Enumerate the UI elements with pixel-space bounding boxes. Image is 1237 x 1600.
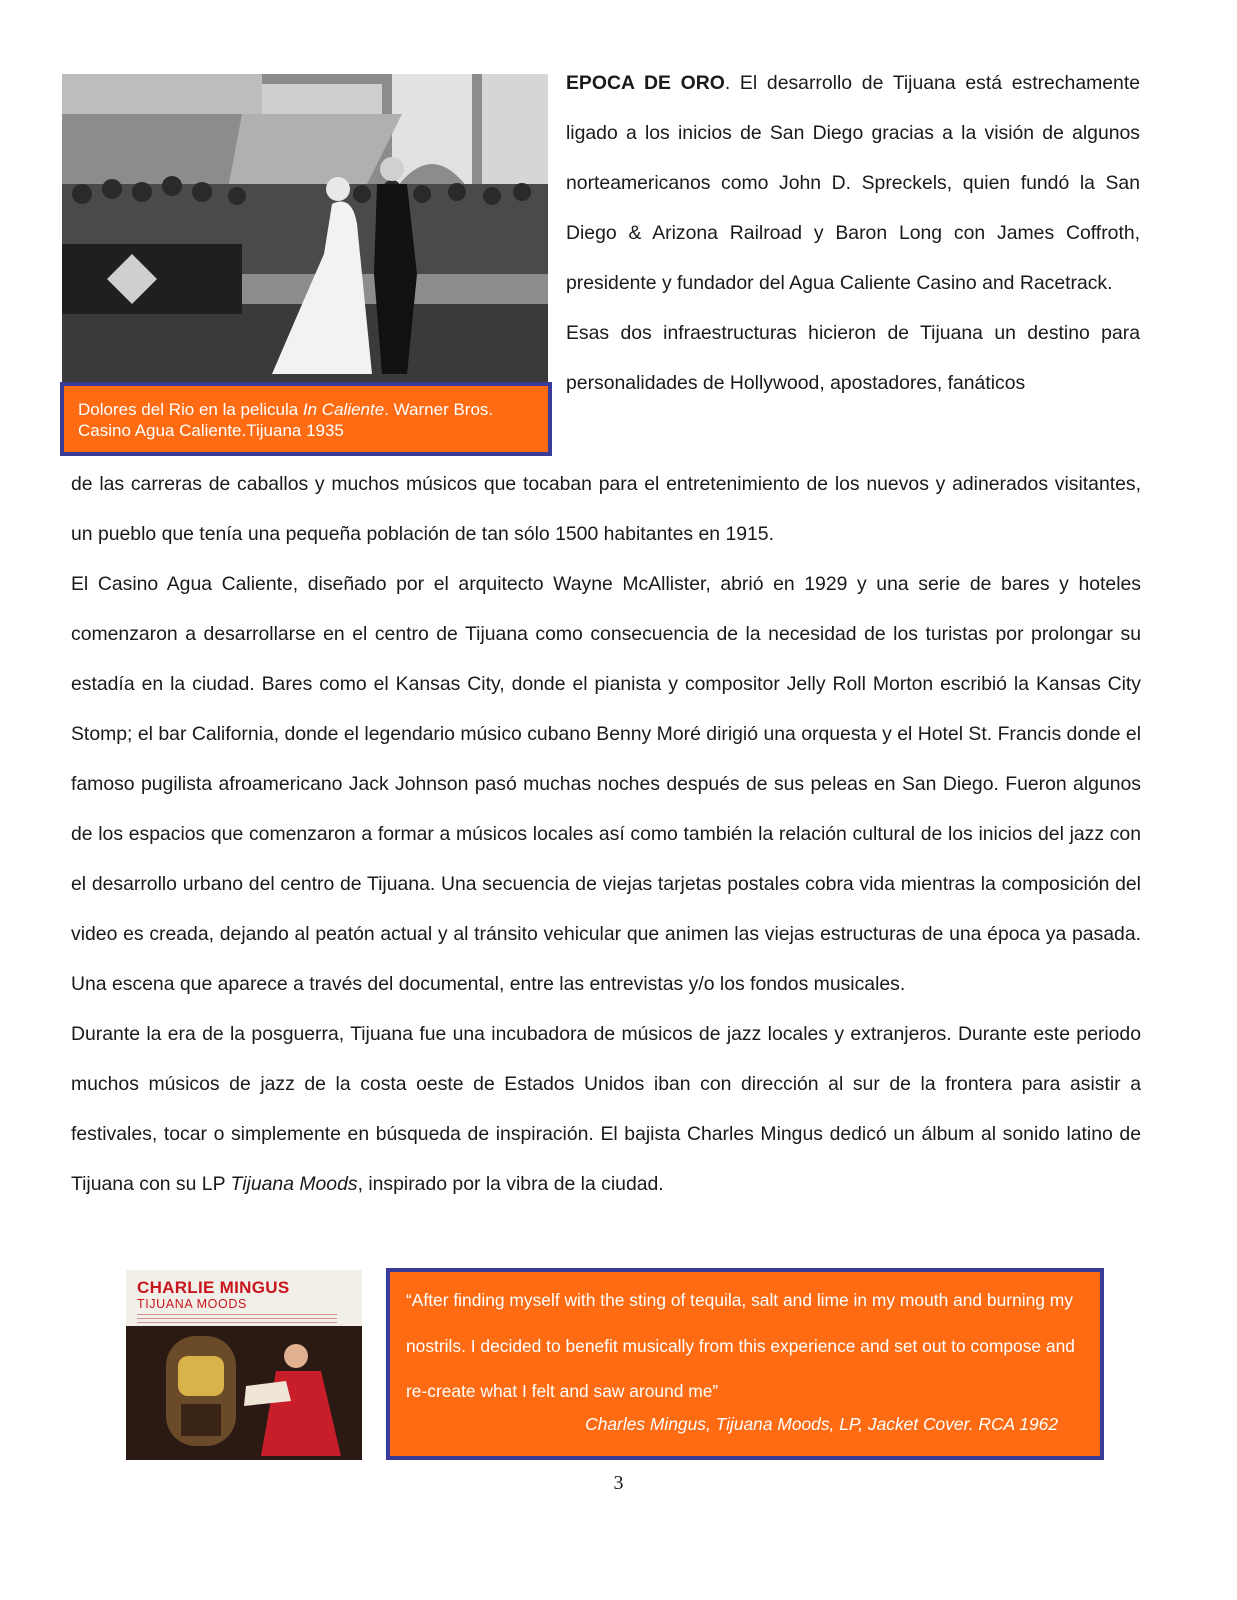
album-artist: CHARLIE MINGUS	[137, 1278, 290, 1297]
caption-film-title: In Caliente	[302, 400, 385, 419]
album-title-inline: Tijuana Moods	[230, 1173, 358, 1195]
mingus-quote-box	[386, 1268, 1104, 1460]
paragraph-2-end: de las carreras de caballos y muchos músicos que tocaban para el entretenimiento de los nuevos y adinerados visitantes, un pueblo que tenía una pequeña población de tan sólo 1500 habitantes en 1915.	[71, 473, 1141, 545]
section-heading: EPOCA DE ORO	[566, 72, 725, 94]
page-number: 3	[613, 1472, 624, 1494]
intro-text-column	[566, 58, 1140, 408]
paragraph-4	[71, 1009, 1141, 1209]
paragraph-2-start: Esas dos infraestructuras hicieron de Tijuana un destino para personalidades de Hollywood, apostadores, fanáticos	[566, 322, 1140, 394]
quote-citation: Charles Mingus, Tijuana Moods, LP, Jacket Cover. RCA 1962	[585, 1414, 1058, 1434]
dolores-del-rio-photo	[62, 74, 548, 386]
album-name: TIJUANA MOODS	[137, 1297, 247, 1311]
photo-scene-graphic	[62, 74, 548, 386]
paragraph-epoca-de-oro	[566, 58, 1140, 308]
paragraph-1-text: . El desarrollo de Tijuana está estrechamente ligado a los inicios de San Diego gracias a la visión de algunos norteamericanos como John D. Spreckels, quien fundó la San Diego & Arizona Railroad y Baron Long con James Coffroth, presidente y fundador del Agua Caliente Casino and Racetrack.	[566, 72, 1140, 294]
tijuana-moods-album-cover	[126, 1270, 362, 1460]
paragraph-3: El Casino Agua Caliente, diseñado por el arquitecto Wayne McAllister, abrió en 1929 y una serie de bares y hoteles comenzaron a desarrollarse en el centro de Tijuana como consecuencia de la necesidad de los turistas por prolongar su estadía en la ciudad. Bares como el Kansas City, donde el pianista y compositor Jelly Roll Morton escribió la Kansas City Stomp; el bar California, donde el legendario músico cubano Benny Moré dirigió una orquesta y el Hotel St. Francis donde el famoso pugilista afroamericano Jack Johnson pasó muchas noches después de sus peleas en San Diego. Fueron algunos de los espacios que comenzaron a formar a músicos locales así como también la relación cultural de los inicios del jazz con el desarrollo urbano del centro de Tijuana. Una secuencia de viejas tarjetas postales cobra vida mientras la composición del video es creada, dejando al peatón actual y al tránsito vehicular que animen las viejas estructuras de una época ya pasada. Una escena que aparece a través del documental, entre las entrevistas y/o los fondos musicales.	[71, 573, 1141, 995]
album-jukebox-graphic	[126, 1326, 362, 1460]
caption-text-start: Dolores del Rio en la pelicula	[78, 400, 303, 419]
paragraph-4-text: Durante la era de la posguerra, Tijuana fue una incubadora de músicos de jazz locales y extranjeros. Durante este periodo muchos músicos de jazz de la costa oeste de Estados Unidos iban con dirección al sur de la frontera para asistir a festivales, tocar o simplemente en búsqueda de inspiración. El bajista Charles Mingus dedicó un álbum al sonido latino de Tijuana con su LP	[71, 1023, 1141, 1195]
caption-text-end: . Warner Bros. Casino Agua Caliente.Tijuana 1935	[78, 400, 494, 440]
quote-text: “After finding myself with the sting of tequila, salt and lime in my mouth and burning my nostrils. I decided to benefit musically from this experience and set out to compose and re-create what I felt and saw around me”	[406, 1290, 1075, 1401]
photo-caption-box	[60, 382, 552, 456]
paragraph-4-end: , inspirado por la vibra de la ciudad.	[357, 1173, 664, 1195]
photo-caption-text	[78, 399, 538, 441]
body-text	[71, 459, 1141, 1209]
